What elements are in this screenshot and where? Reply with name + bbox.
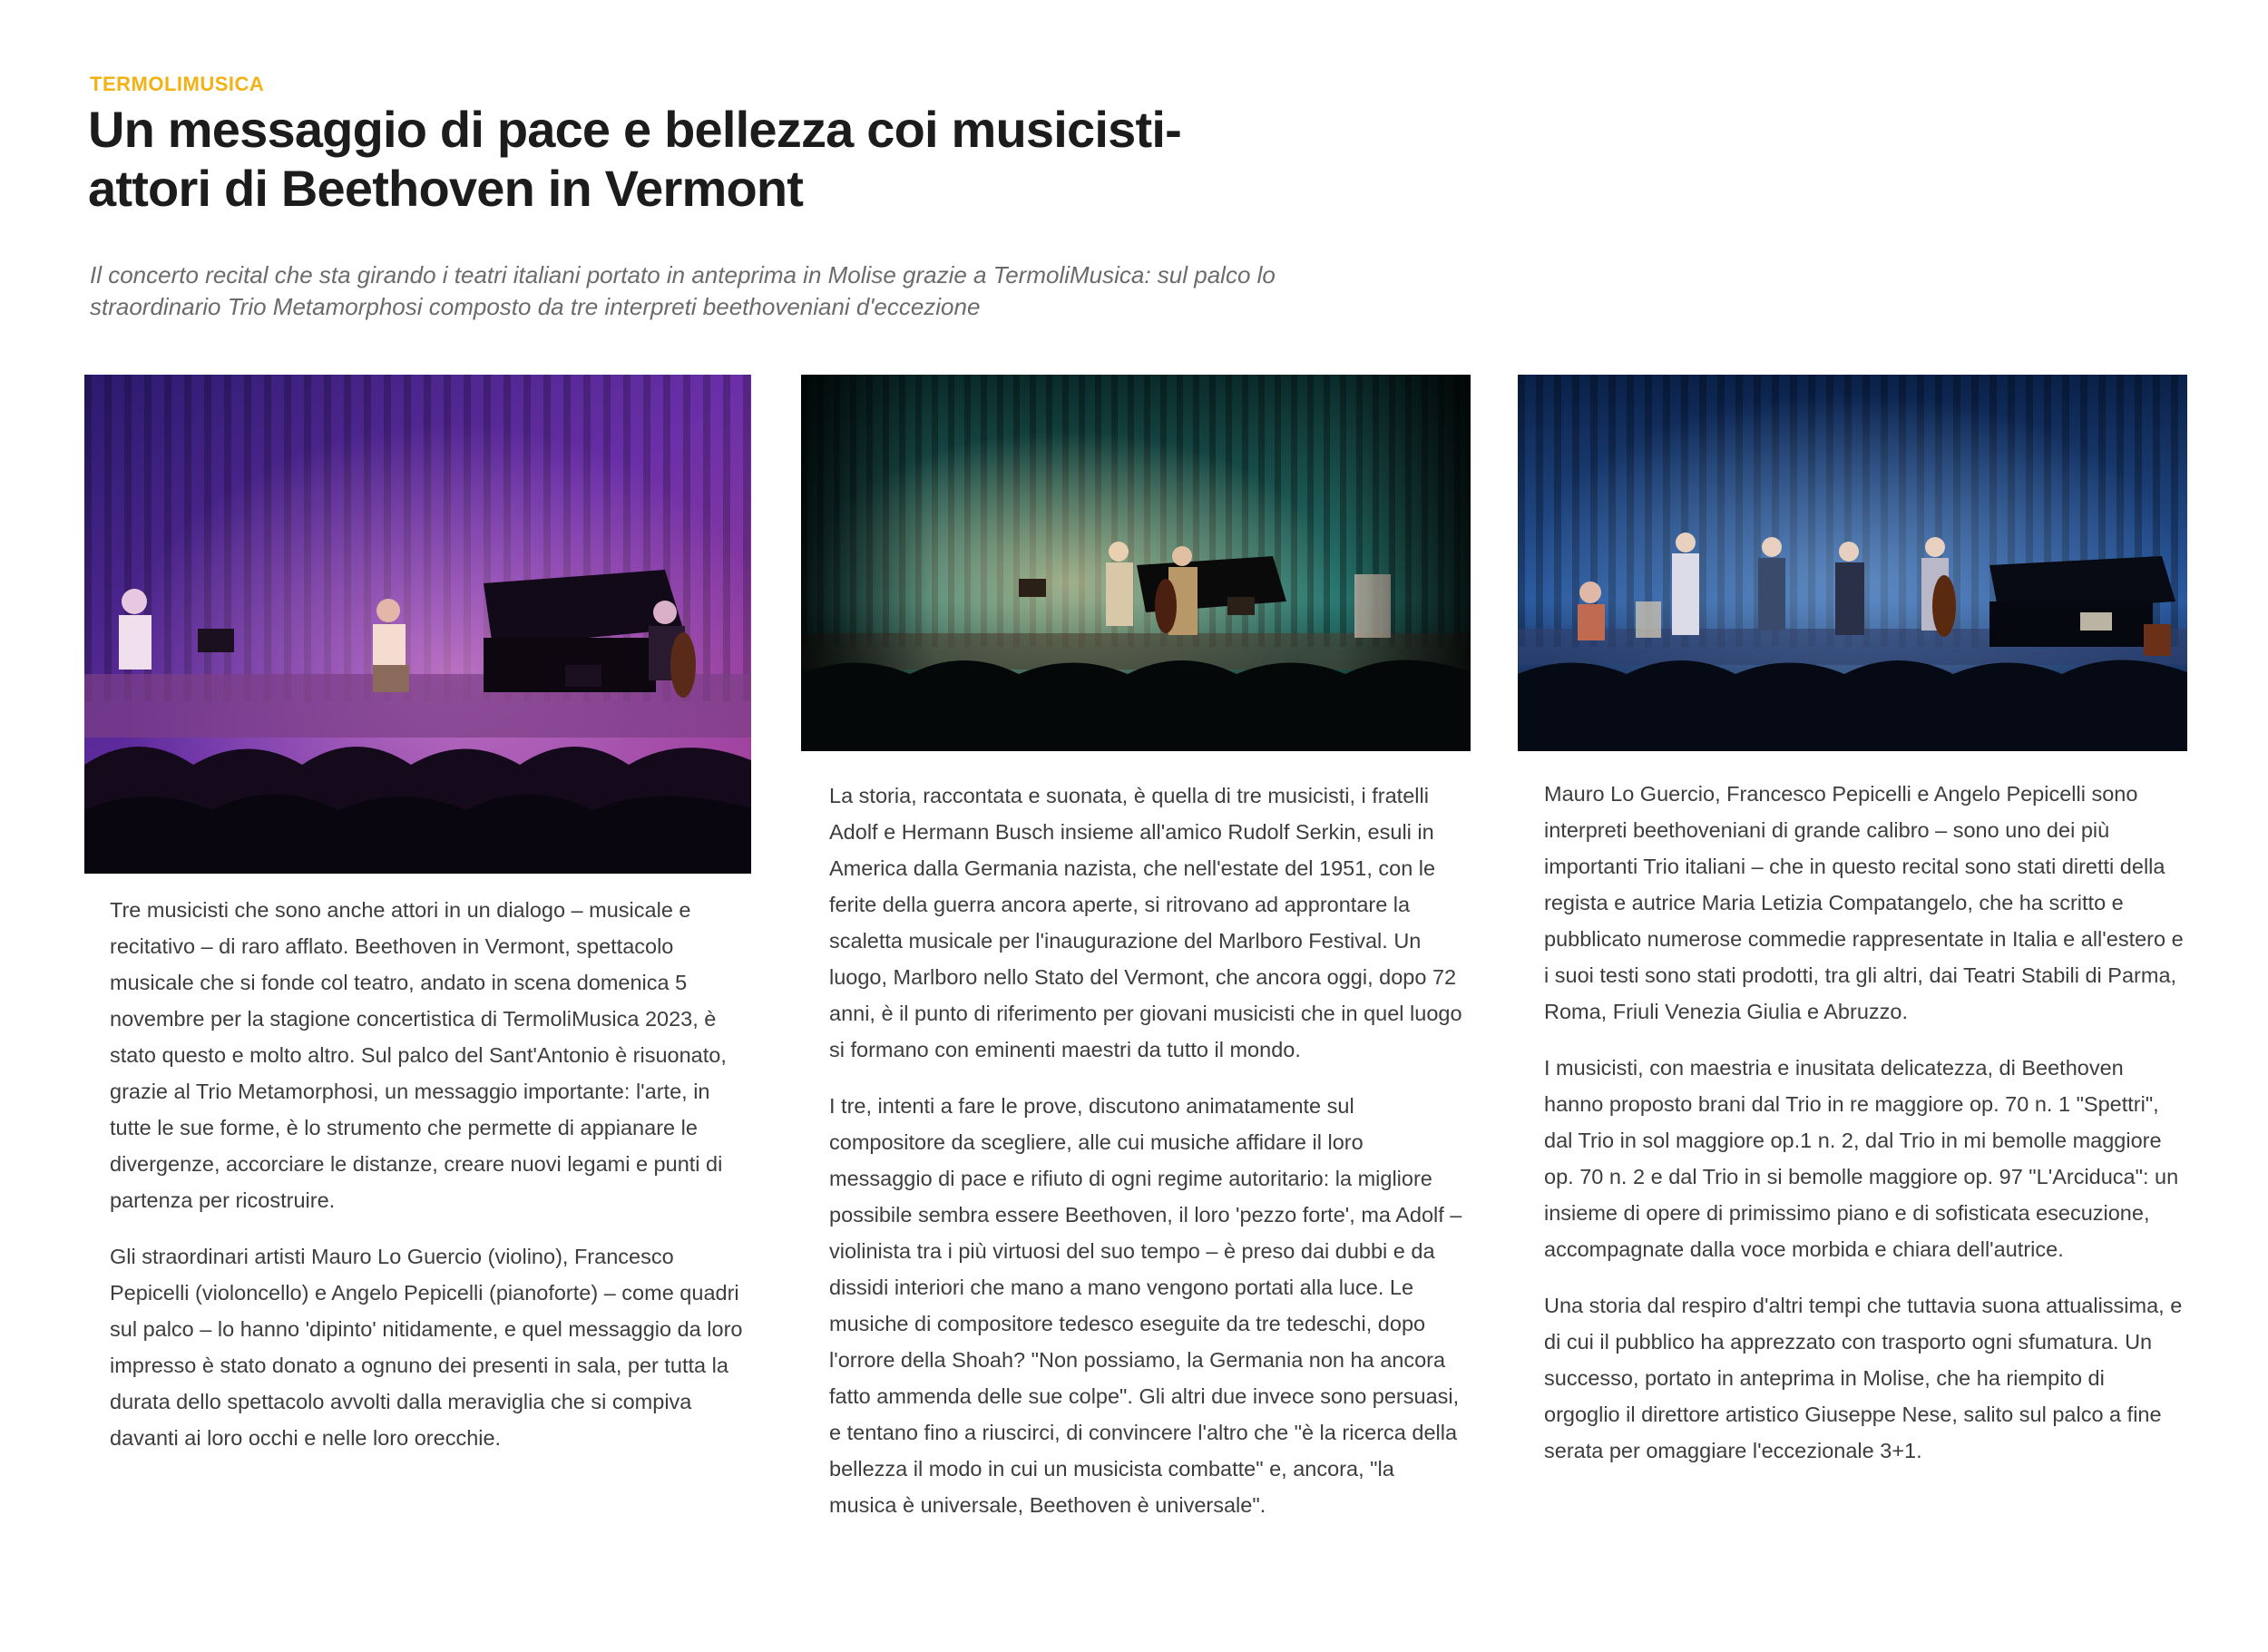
paragraph: I tre, intenti a fare le prove, discutono animatamente sul compositore da scegliere, alle cui musiche affidare il loro messaggio di pace e rifiuto di ogni regime autoritario: la migliore possibile sembra essere Beethoven, il loro 'pezzo forte', ma Adolf – violinista tra i più virtuosi del suo tempo – è preso dai dubbi e da dissidi interiori che mano a mano vengono portati alla luce. Le musiche di compositore tedesco eseguite da tre tedeschi, dopo l'orrore della Shoah? "Non possiamo, la Germania non ha ancora fatto ammenda delle sue colpe". Gli altri due invece sono persuasi, e tentano fino a riuscirci, di convincere l'altro che "è la ricerca della bellezza il modo in cui un musicista combatte" e, ancora, "la musica è universale, Beethoven è universale".: [829, 1094, 1462, 1517]
article-column-1: [110, 892, 745, 1476]
concert-photo-trio-purple: [84, 375, 751, 874]
article-column-2: [829, 777, 1464, 1543]
article-title-line-1: Un messaggio di pace e bellezza coi musicisti-: [88, 101, 1181, 158]
article-title: [88, 100, 1358, 218]
paragraph: Una storia dal respiro d'altri tempi che tuttavia suona attualissima, e di cui il pubblico ha apprezzato con trasporto ogni sfumatura. Un successo, portato in anteprima in Molise, che ha riempito di orgoglio il direttore artistico Giuseppe Nese, salito sul palco a fine serata per omaggiare l'eccezionale 3+1.: [1544, 1294, 2183, 1462]
concert-photo-curtain-call: [1518, 375, 2187, 751]
article-column-3: [1544, 776, 2184, 1489]
concert-photo-stage-wide: [801, 375, 1471, 751]
paragraph: La storia, raccontata e suonata, è quella di tre musicisti, i fratelli Adolf e Hermann Busch insieme all'amico Rudolf Serkin, esuli in America dalla Germania nazista, che nell'estate del 1951, con le ferite della guerra ancora aperte, si ritrovano ad approntare la scaletta musicale per l'inaugurazione del Marlboro Festival. Un luogo, Marlboro nello Stato del Vermont, che ancora oggi, dopo 72 anni, è il punto di riferimento per giovani musicisti che in quel luogo si formano con eminenti maestri da tutto il mondo.: [829, 784, 1462, 1061]
paragraph: Mauro Lo Guercio, Francesco Pepicelli e Angelo Pepicelli sono interpreti beethoveniani di grande calibro – sono uno dei più importanti Trio italiani – che in questo recital sono stati diretti della regista e autrice Maria Letizia Compatangelo, che ha scritto e pubblicato numerose commedie rappresentate in Italia e all'estero e i suoi testi sono stati prodotti, tra gli altri, dai Teatri Stabili di Parma, Roma, Friuli Venezia Giulia e Abruzzo.: [1544, 782, 2184, 1023]
article-subtitle-line-1: Il concerto recital che sta girando i teatri italiani portato in anteprima in Molise grazie a TermoliMusica: sul palco lo: [90, 261, 1276, 288]
article-subtitle: [90, 259, 1378, 323]
section-kicker[interactable]: TERMOLIMUSICA: [90, 73, 265, 95]
paragraph: Tre musicisti che sono anche attori in un dialogo – musicale e recitativo – di raro afflato. Beethoven in Vermont, spettacolo musicale che si fonde col teatro, andato in scena domenica 5 novembre per la stagione concertistica di TermoliMusica 2023, è stato questo e molto altro. Sul palco del Sant'Antonio è risuonato, grazie al Trio Metamorphosi, un messaggio importante: l'arte, in tutte le sue forme, è lo strumento che permette di appianare le divergenze, accorciare le distanze, creare nuovi legami e punti di partenza per ricostruire.: [110, 898, 727, 1212]
paragraph: Gli straordinari artisti Mauro Lo Guercio (violino), Francesco Pepicelli (violoncello) e Angelo Pepicelli (pianoforte) – come quadri sul palco – lo hanno 'dipinto' nitidamente, e quel messaggio da loro impresso è stato donato a ognuno dei presenti in sala, per tutta la durata dello spettacolo avvolti dalla meraviglia che si compiva davanti ai loro occhi e nelle loro orecchie.: [110, 1245, 743, 1450]
article-title-line-2: attori di Beethoven in Vermont: [88, 160, 804, 217]
article-subtitle-line-2: straordinario Trio Metamorphosi composto da tre interpreti beethoveniani d'eccezione: [90, 293, 981, 320]
paragraph: I musicisti, con maestria e inusitata delicatezza, di Beethoven hanno proposto brani dal Trio in re maggiore op. 70 n. 1 "Spettri", dal Trio in sol maggiore op.1 n. 2, dal Trio in mi bemolle maggiore op. 70 n. 2 e dal Trio in si bemolle maggiore op. 97 "L'Arciduca": un insieme di opere di primissimo piano e di sofisticata esecuzione, accompagnate dalla voce morbida e chiara dell'autrice.: [1544, 1056, 2179, 1261]
